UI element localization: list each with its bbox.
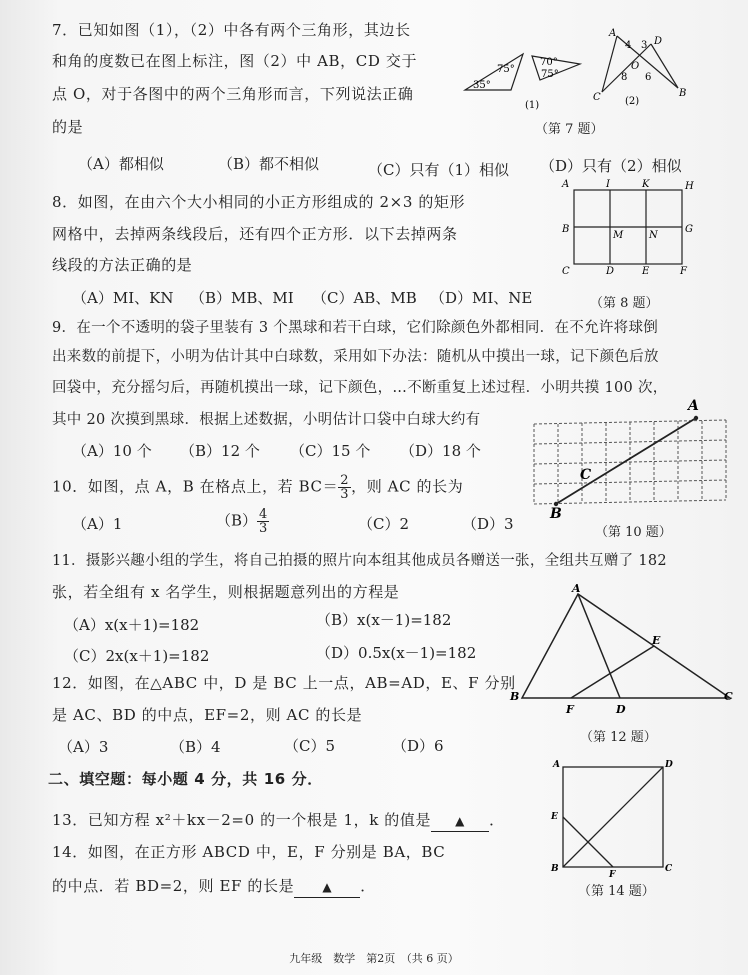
q13-answer-blank[interactable] <box>431 810 489 832</box>
q14-point-B: B <box>551 864 559 874</box>
q14-text: 的中点．若 BD=2，则 EF 的长是 <box>52 877 295 895</box>
q8-line-3: 线段的方法正确的是 <box>52 256 193 274</box>
q7-point-A: A <box>609 28 617 39</box>
q7-point-B: B <box>679 88 687 99</box>
q12-point-B: B <box>510 690 520 703</box>
q7-option-b: （B）都不相似 <box>218 155 320 173</box>
q14-caption: （第 14 题） <box>578 884 655 899</box>
q14-point-F: F <box>609 870 616 880</box>
q8-point-A: A <box>562 179 570 190</box>
q8-point-M: M <box>613 230 624 241</box>
q12-segment-ef <box>571 646 654 698</box>
q12-option-a: （A）3 <box>58 738 109 756</box>
q10-dot-a <box>694 416 698 420</box>
q10-grid <box>534 420 726 504</box>
q14-answer-blank[interactable] <box>294 876 360 898</box>
q12-segment-ad <box>578 594 620 698</box>
q12-point-E: E <box>652 634 661 647</box>
q7-label-2: (2) <box>625 96 640 107</box>
q12-line-2: 是 AC、BD 的中点，EF=2，则 AC 的长是 <box>52 706 363 724</box>
q14-point-A: A <box>553 760 560 770</box>
q9-option-b: （B）12 个 <box>180 442 260 460</box>
q13-stem <box>52 810 505 832</box>
q11-line-2: 张，若全组有 x 名学生，则根据题意列出的方程是 <box>52 583 400 601</box>
q10-option-b-fraction <box>257 508 269 535</box>
q7-caption: （第 7 题） <box>535 122 604 137</box>
q8-option-d: （D）MI、NE <box>430 289 533 307</box>
q10-option-b <box>216 508 269 535</box>
q10-option-a: （A）1 <box>72 515 123 533</box>
q10-figure <box>528 398 734 520</box>
q7-point-D: D <box>654 36 663 47</box>
q7-angle-1: 75° <box>497 64 515 75</box>
q14-end: ． <box>360 877 376 895</box>
q9-line-1: 9．在一个不透明的袋子里装有 3 个黑球和若干白球，它们除颜色外都相同．在不允许将球倒 <box>52 320 659 336</box>
q12-option-c: （C）5 <box>284 737 336 755</box>
q7-line-1: 7．已知如图（1），（2）中各有两个三角形，其边长 <box>52 21 411 39</box>
q8-point-F: F <box>680 266 687 277</box>
q10-lead: 10．如图，点 A，B 在格点上，若 BC＝ <box>52 477 339 496</box>
q10-stem <box>52 474 463 501</box>
q7-option-c: （C）只有（1）相似 <box>368 161 510 179</box>
q7-angle-2: 35° <box>473 80 491 91</box>
q9-option-d: （D）18 个 <box>400 442 481 460</box>
q14-point-D: D <box>665 760 673 770</box>
q10-option-b-numerator: 4 <box>259 507 268 522</box>
q13-text: 13．已知方程 x²＋kx－2=0 的一个根是 1，k 的值是 <box>52 811 432 829</box>
q12-point-A: A <box>572 582 581 595</box>
q7-side-4: 4 <box>625 40 632 51</box>
q8-figure <box>558 176 698 284</box>
q10-caption: （第 10 题） <box>595 525 672 540</box>
q10-option-b-label: （B） <box>216 511 258 530</box>
q7-side-6: 6 <box>645 72 652 83</box>
q10-tail: ，则 AC 的长为 <box>351 477 464 496</box>
q8-option-a: （A）MI、KN <box>72 289 174 307</box>
q10-point-A: A <box>688 398 699 414</box>
q10-point-C: C <box>580 467 592 483</box>
q11-option-c: （C）2x(x＋1)=182 <box>64 647 210 665</box>
q9-line-4: 其中 20 次摸到黑球．根据上述数据，小明估计口袋中白球大约有 <box>52 412 481 428</box>
q7-fig2-seg-ac <box>602 36 617 92</box>
q7-line-3: 点 O，对于各图中的两个三角形而言，下列说法正确 <box>52 85 414 103</box>
q14-diagonal-bd <box>563 767 663 867</box>
q7-side-3: 3 <box>641 40 648 51</box>
q10-bc-fraction <box>338 474 351 501</box>
q14-figure <box>545 755 675 880</box>
q12-point-C: C <box>724 690 733 703</box>
q8-line-2: 网格中，去掉两条线段后，还有四个正方形．以下去掉两条 <box>52 225 458 243</box>
q11-option-a: （A）x(x＋1)=182 <box>64 616 200 634</box>
q7-figure <box>455 20 705 120</box>
q13-end: ． <box>489 811 505 829</box>
q8-caption: （第 8 题） <box>590 296 659 311</box>
q7-label-1: (1) <box>525 100 540 111</box>
q8-point-G: G <box>685 224 693 235</box>
q12-line-1: 12．如图，在△ABC 中，D 是 BC 上一点，AB=AD，E、F 分别 <box>52 674 516 692</box>
q8-point-K: K <box>642 179 650 190</box>
q9-line-2: 出来数的前提下，小明为估计其中白球数，采用如下办法：随机从中摸出一球，记下颜色后放 <box>52 349 659 365</box>
q8-option-c: （C）AB、MB <box>312 289 417 307</box>
q10-option-d: （D）3 <box>462 515 514 533</box>
page-footer: 九年级 数学 第2页 （共 6 页） <box>289 952 459 965</box>
q10-option-c: （C）2 <box>358 515 410 533</box>
q9-line-3: 回袋中，充分摇匀后，再随机摸出一球，记下颜色，…不断重复上述过程．小明共摸 100 次， <box>52 380 668 396</box>
q7-option-a: （A）都相似 <box>78 155 164 173</box>
q8-line-1: 8．如图，在由六个大小相同的小正方形组成的 2×3 的矩形 <box>52 193 466 211</box>
q10-option-b-denominator: 3 <box>259 521 268 536</box>
q7-fig2-seg-cd <box>602 44 651 92</box>
q14-point-C: C <box>665 864 673 874</box>
q8-option-b: （B）MB、MI <box>190 289 294 307</box>
q11-line-1: 11．摄影兴趣小组的学生，将自己拍摄的照片向本组其他成员各赠送一张，全组共互赠了 182 <box>52 553 667 569</box>
q12-figure <box>508 580 738 720</box>
q8-point-N: N <box>649 230 658 241</box>
q7-point-O: O <box>631 61 640 72</box>
q8-point-I: I <box>606 179 610 190</box>
q14-line-2 <box>52 876 376 898</box>
q13-answer-marker: ▲ <box>455 814 465 828</box>
q7-line-2: 和角的度数已在图上标注，图（2）中 AB，CD 交于 <box>52 52 418 70</box>
q7-angle-4: 75° <box>541 69 559 80</box>
q7-fig2-seg-db <box>651 44 678 88</box>
q7-point-C: C <box>593 92 601 103</box>
q14-point-E: E <box>551 812 558 822</box>
q12-option-d: （D）6 <box>392 737 444 755</box>
q10-point-B: B <box>550 506 562 520</box>
q8-point-B: B <box>562 224 570 235</box>
q8-point-H: H <box>685 181 694 192</box>
q9-option-a: （A）10 个 <box>72 442 152 460</box>
q10-bc-numerator: 2 <box>340 473 350 488</box>
q12-triangle-abc <box>522 594 730 698</box>
q8-point-D: D <box>606 266 615 277</box>
q11-option-b: （B）x(x－1)=182 <box>316 611 452 629</box>
section-2-heading: 二、填空题：每小题 4 分，共 16 分． <box>48 770 323 788</box>
q12-caption: （第 12 题） <box>580 730 657 745</box>
q14-line-1: 14．如图，在正方形 ABCD 中，E，F 分别是 BA，BC <box>52 843 446 861</box>
q8-point-C: C <box>562 266 570 277</box>
q7-side-8: 8 <box>621 72 628 83</box>
q10-bc-denominator: 3 <box>340 487 350 502</box>
q7-angle-3: 70° <box>540 57 558 68</box>
q14-answer-marker: ▲ <box>322 880 333 894</box>
q12-option-b: （B）4 <box>170 738 221 756</box>
q12-point-D: D <box>616 703 626 716</box>
q11-option-d: （D）0.5x(x－1)=182 <box>316 644 477 662</box>
q9-option-c: （C）15 个 <box>290 442 371 460</box>
q7-option-d: （D）只有（2）相似 <box>540 157 682 175</box>
q7-line-4: 的是 <box>52 118 84 136</box>
q8-point-E: E <box>642 266 650 277</box>
q12-point-F: F <box>566 703 574 716</box>
